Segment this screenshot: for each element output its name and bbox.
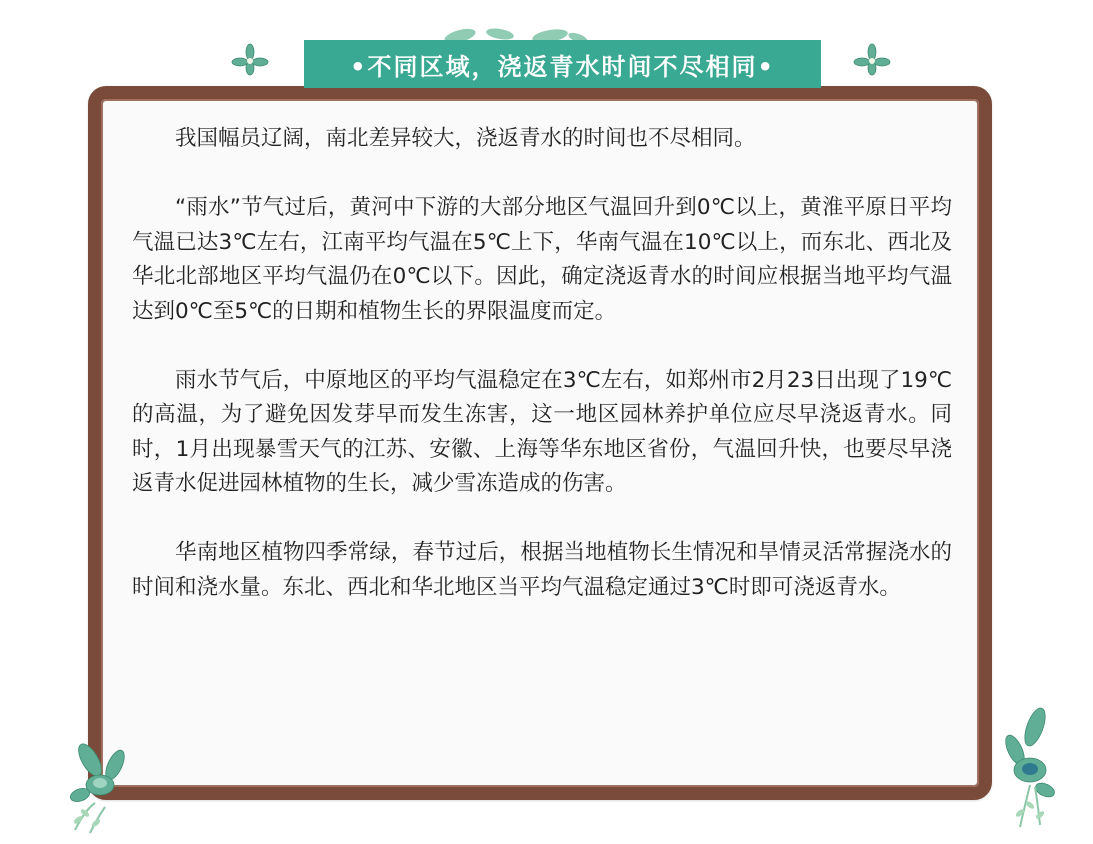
paragraph: 雨水节气后，中原地区的平均气温稳定在3℃左右，如郑州市2月23日出现了19℃的高温，为了避免因发芽早而发生冻害，这一地区园林养护单位应尽早浇返青水。同时，1月出现暴雪天气的江苏、安徽、上海等华东地区省份，气温回升快，也要尽早浇返青水促进园林植物的生长，减少雪冻造成的伤害。 [132,367,952,496]
succulent-cluster-icon [60,735,150,835]
leaf-sprig-icon [230,42,270,78]
section-title: •不同区域，浇返青水时间不尽相同• [304,40,821,88]
succulent-cluster-icon [990,705,1070,830]
leaf-sprig-icon [852,42,892,78]
paragraph: “雨水”节气过后，黄河中下游的大部分地区气温回升到0℃以上，黄淮平原日平均气温已达3℃左右，江南平均气温在5℃上下，华南气温在10℃以上，而东北、西北及华北北部地区平均气温仍在0℃以下。因此，确定浇返青水的时间应根据当地平均气温达到0℃至5℃的日期和植物生长的界限温度而定。 [132,195,952,324]
paragraph: 华南地区植物四季常绿，春节过后，根据当地植物长生情况和旱情灵活常握浇水的时间和浇水量。东北、西北和华北地区当平均气温稳定通过3℃时即可浇返青水。 [132,540,952,600]
paragraph: 我国幅员辽阔，南北差异较大，浇返青水的时间也不尽相同。 [175,126,756,151]
article-body [132,122,952,605]
